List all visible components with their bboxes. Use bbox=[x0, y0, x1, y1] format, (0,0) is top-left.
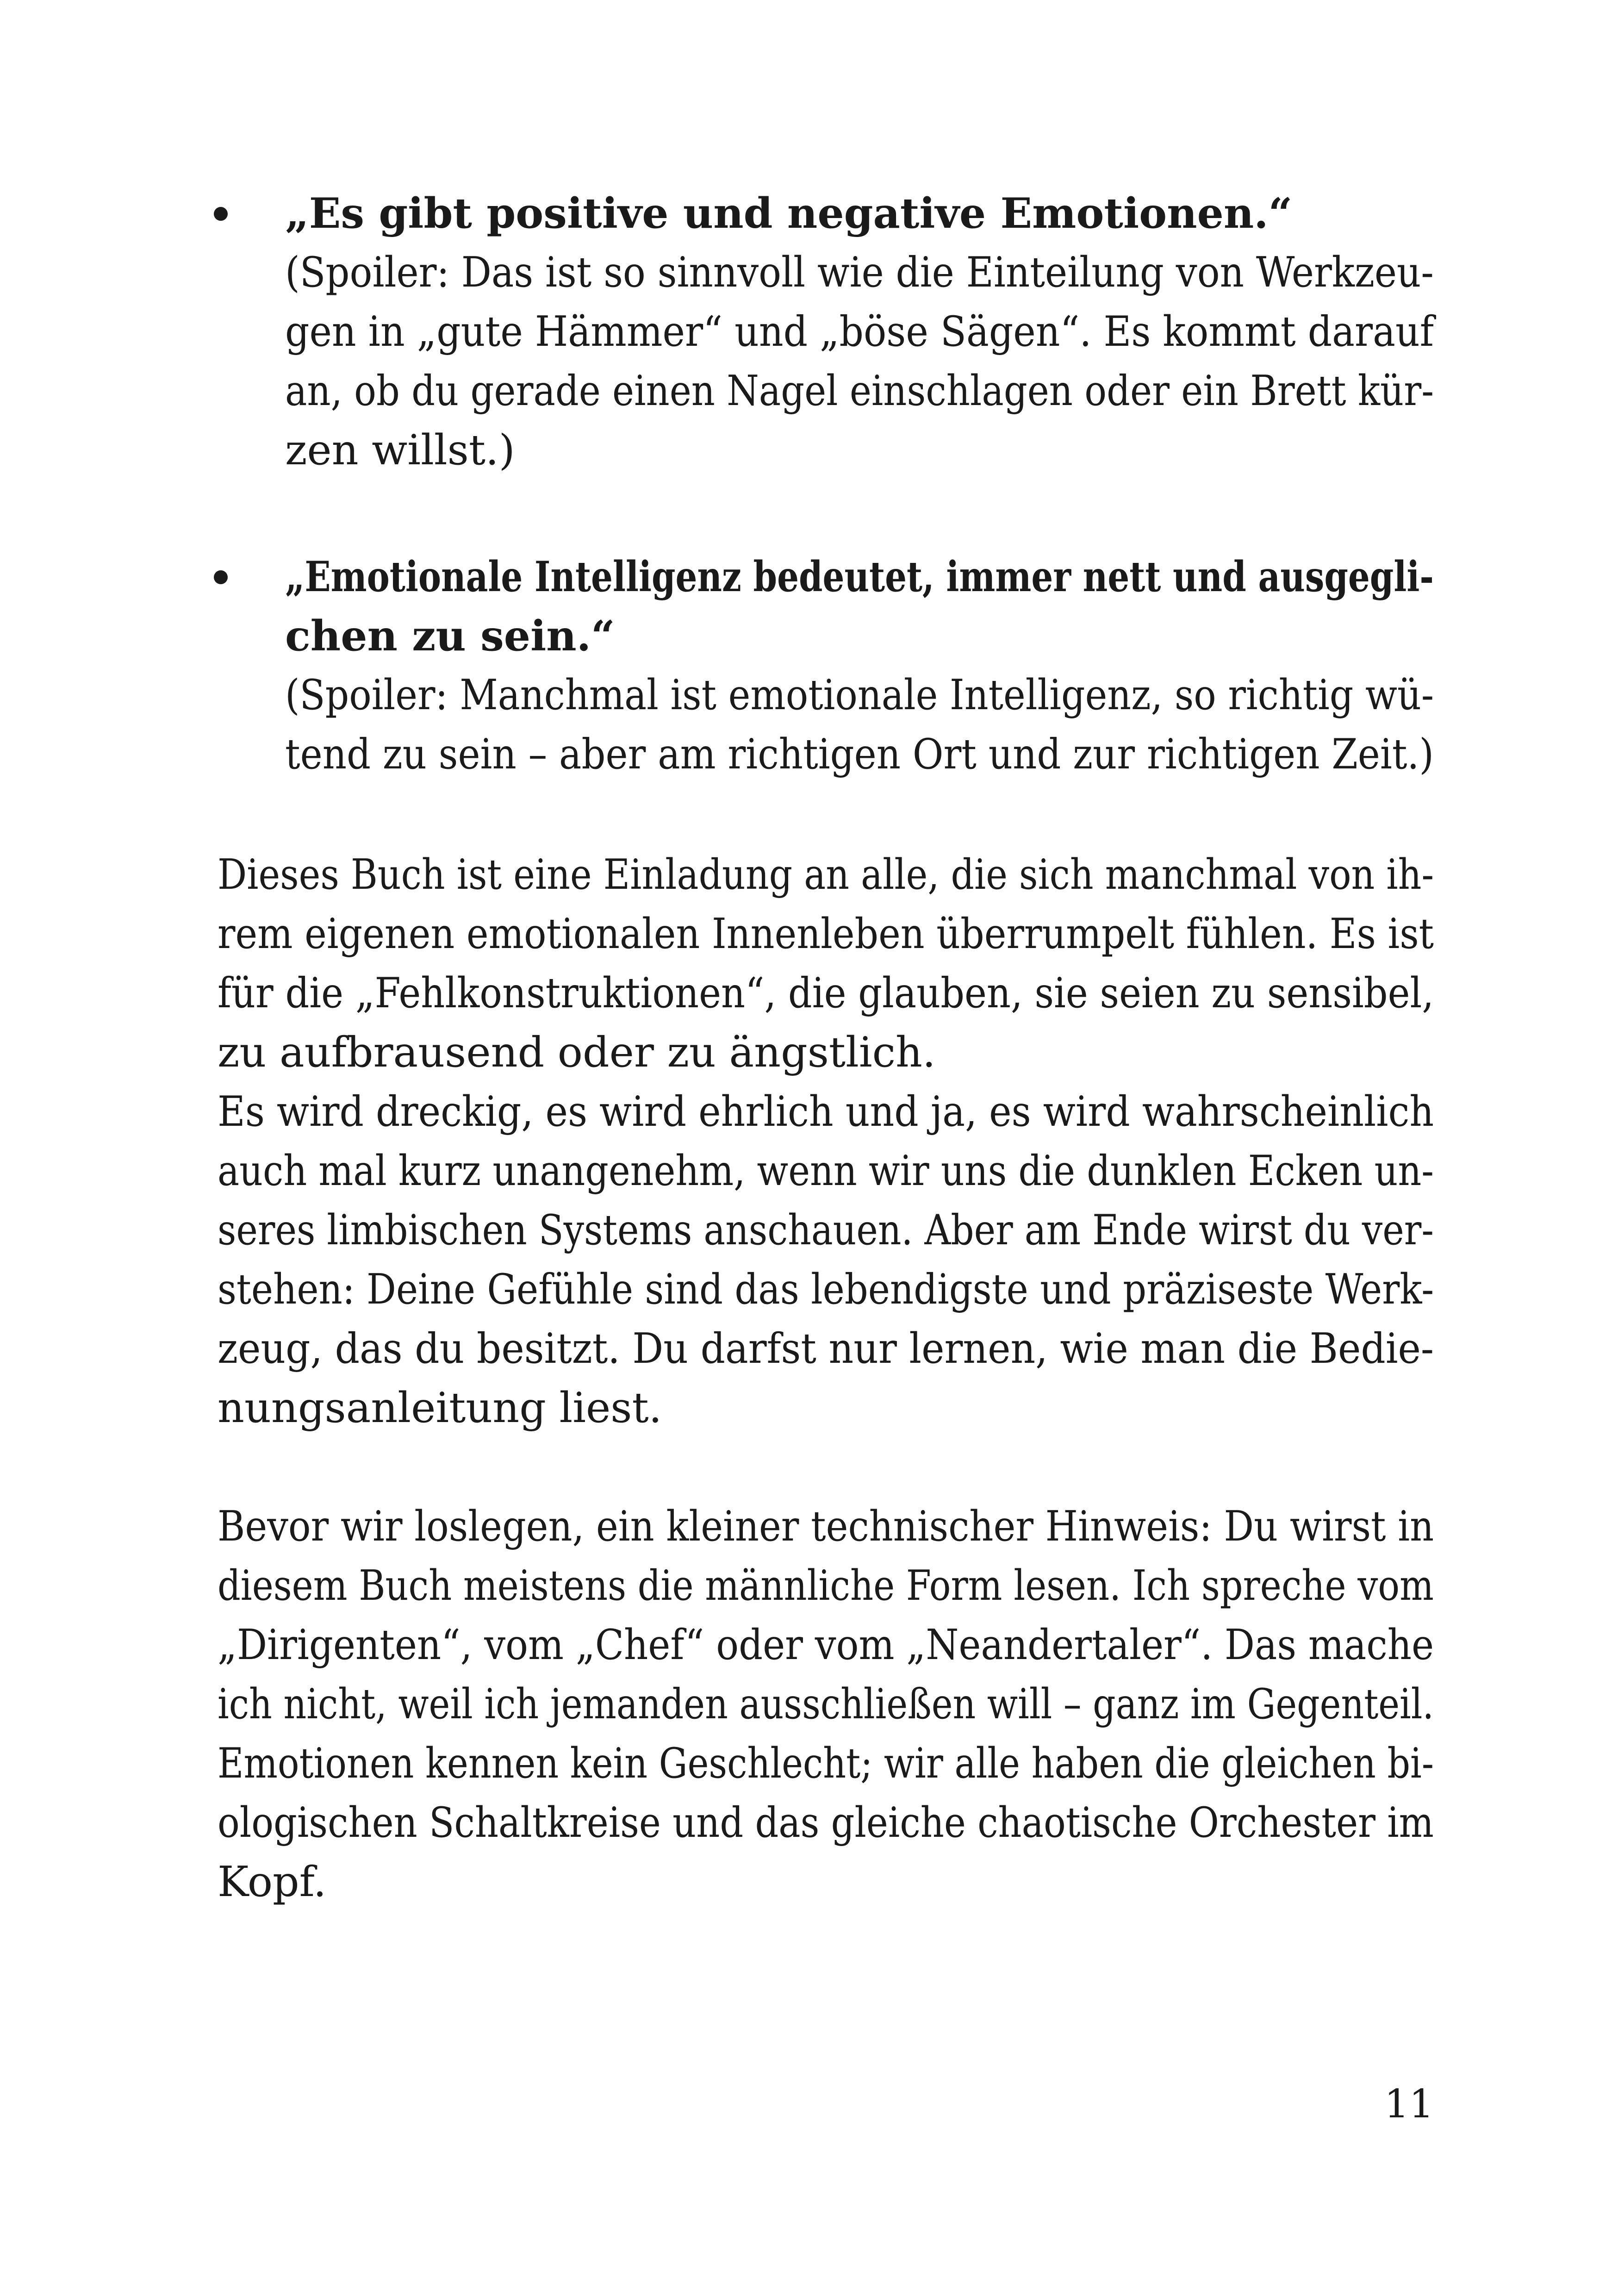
paragraph-3-line-4: ich nicht, weil ich jemanden ausschließen will – ganz im Gegenteil. bbox=[218, 1680, 1434, 1728]
paragraph-1-line-3: für die „Fehlkonstruktionen“, die glauben, sie seien zu sensibel, bbox=[218, 969, 1434, 1017]
paragraph-1-line-4: zu aufbrausend oder zu ängstlich. bbox=[218, 1028, 936, 1077]
paragraph-3-line-5: Emotionen kennen kein Geschlecht; wir alle haben die gleichen bi- bbox=[218, 1739, 1434, 1788]
paragraph-2-line-6: nungsanleitung liest. bbox=[218, 1384, 662, 1432]
bullet-1-text-line-3: an, ob du gerade einen Nagel einschlagen oder ein Brett kür- bbox=[285, 367, 1434, 415]
paragraph-2-line-4: stehen: Deine Gefühle sind das lebendigste und präziseste Werk- bbox=[218, 1265, 1434, 1314]
bullet-2-text-line-2: tend zu sein – aber am richtigen Ort und zur richtigen Zeit.) bbox=[285, 730, 1434, 779]
bullet-2-heading-line-2: chen zu sein.“ bbox=[285, 611, 615, 661]
bullet-1-heading-line-1: „Es gibt positive und negative Emotionen.“ bbox=[285, 189, 1293, 238]
paragraph-3-line-3: „Dirigenten“, vom „Chef“ oder vom „Neandertaler“. Das mache bbox=[218, 1621, 1434, 1669]
paragraph-3-line-2: diesem Buch meistens die männliche Form lesen. Ich spreche vom bbox=[218, 1561, 1434, 1610]
bullet-2-heading-line-1: „Emotionale Intelligenz bedeutet, immer nett und ausgegli- bbox=[285, 552, 1434, 601]
paragraph-3-line-7: Kopf. bbox=[218, 1858, 327, 1906]
bullet-marker bbox=[214, 207, 228, 221]
paragraph-2-line-1: Es wird dreckig, es wird ehrlich und ja, es wird wahrscheinlich bbox=[218, 1087, 1434, 1136]
paragraph-1-line-2: rem eigenen emotionalen Innenleben überrumpelt fühlen. Es ist bbox=[218, 910, 1434, 958]
paragraph-3-line-1: Bevor wir loslegen, ein kleiner technischer Hinweis: Du wirst in bbox=[218, 1502, 1434, 1551]
paragraph-1-line-1: Dieses Buch ist eine Einladung an alle, die sich manchmal von ih- bbox=[218, 850, 1434, 899]
bullet-1-text-line-4: zen willst.) bbox=[285, 426, 515, 474]
page-number: 11 bbox=[1384, 2081, 1434, 2127]
bullet-1-text-line-2: gen in „gute Hämmer“ und „böse Sägen“. Es kommt darauf bbox=[285, 307, 1434, 356]
bullet-2-text-line-1: (Spoiler: Manchmal ist emotionale Intelligenz, so richtig wü- bbox=[285, 671, 1434, 719]
paragraph-2-line-3: seres limbischen Systems anschauen. Aber am Ende wirst du ver- bbox=[218, 1206, 1434, 1254]
paragraph-2-line-2: auch mal kurz unangenehm, wenn wir uns die dunklen Ecken un- bbox=[218, 1147, 1434, 1195]
paragraph-2-line-5: zeug, das du besitzt. Du darfst nur lernen, wie man die Bedie- bbox=[218, 1324, 1434, 1373]
bullet-1-text-line-1: (Spoiler: Das ist so sinnvoll wie die Einteilung von Werkzeu- bbox=[285, 248, 1434, 297]
bullet-marker bbox=[214, 570, 228, 584]
paragraph-3-line-6: ologischen Schaltkreise und das gleiche chaotische Orchester im bbox=[218, 1798, 1434, 1847]
